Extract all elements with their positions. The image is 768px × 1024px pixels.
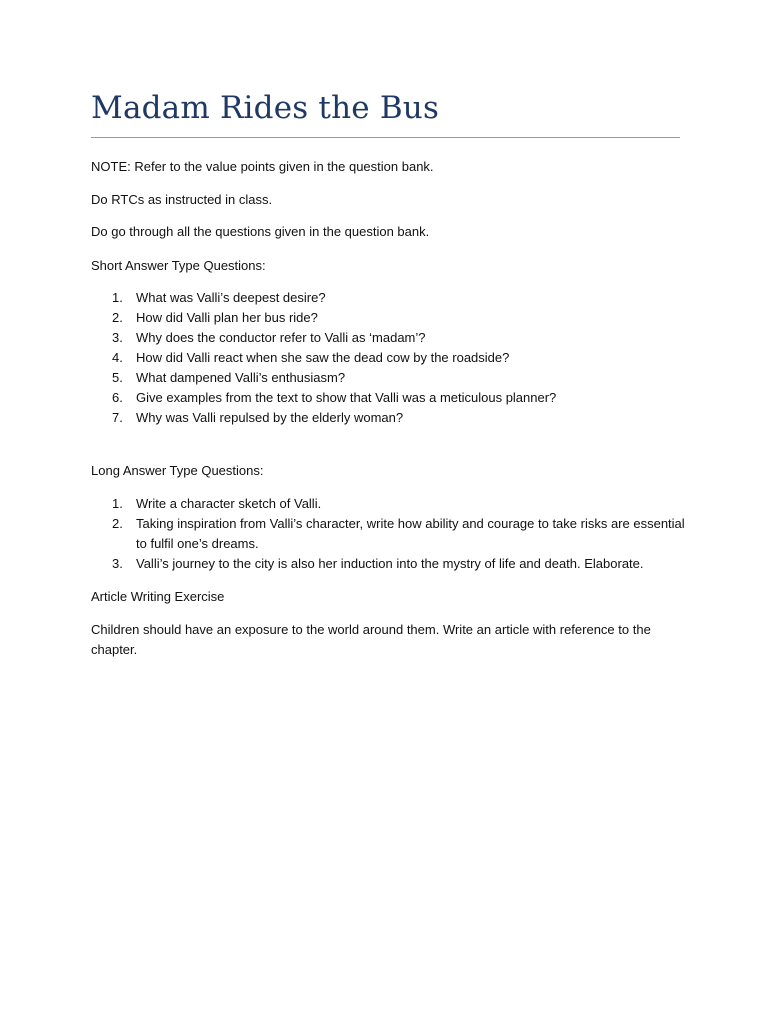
question-text: Give examples from the text to show that Valli was a meticulous planner? [136, 390, 557, 405]
short-answer-list [91, 288, 691, 428]
question-text: Valli’s journey to the city is also her induction into the mystry of life and death. Elaborate. [136, 556, 644, 571]
question-text: Taking inspiration from Valli’s character, write how ability and courage to take risks are essential to fulfil one’s dreams. [136, 516, 685, 551]
list-item [91, 494, 691, 514]
long-answer-list [91, 494, 691, 574]
document-title: Madam Rides the Bus [91, 90, 440, 126]
list-number: 2. [112, 516, 123, 531]
list-item [91, 348, 691, 368]
list-item [91, 308, 691, 328]
list-number: 1. [112, 496, 123, 511]
list-item [91, 554, 691, 574]
list-number: 7. [112, 410, 123, 425]
title-underline [91, 137, 680, 138]
list-item [91, 514, 691, 554]
long-answer-heading: Long Answer Type Questions: [91, 463, 264, 478]
question-text: How did Valli react when she saw the dead cow by the roadside? [136, 350, 510, 365]
rtc-instruction: Do RTCs as instructed in class. [91, 192, 273, 207]
list-number: 3. [112, 330, 123, 345]
list-item [91, 408, 691, 428]
list-number: 6. [112, 390, 123, 405]
list-item [91, 388, 691, 408]
list-item [91, 288, 691, 308]
short-answer-heading: Short Answer Type Questions: [91, 258, 266, 273]
list-number: 5. [112, 370, 123, 385]
list-number: 2. [112, 310, 123, 325]
question-text: How did Valli plan her bus ride? [136, 310, 318, 325]
question-text: Why does the conductor refer to Valli as ‘madam’? [136, 330, 426, 345]
note-paragraph: NOTE: Refer to the value points given in the question bank. [91, 159, 434, 174]
question-bank-instruction: Do go through all the questions given in the question bank. [91, 224, 430, 239]
list-number: 4. [112, 350, 123, 365]
list-number: 3. [112, 556, 123, 571]
list-item [91, 368, 691, 388]
article-writing-prompt: Children should have an exposure to the world around them. Write an article with reference to the chapter. [91, 622, 651, 657]
question-text: Why was Valli repulsed by the elderly woman? [136, 410, 404, 425]
article-writing-heading: Article Writing Exercise [91, 589, 225, 604]
list-number: 1. [112, 290, 123, 305]
question-text: What dampened Valli’s enthusiasm? [136, 370, 346, 385]
list-item [91, 328, 691, 348]
question-text: What was Valli’s deepest desire? [136, 290, 326, 305]
question-text: Write a character sketch of Valli. [136, 496, 322, 511]
